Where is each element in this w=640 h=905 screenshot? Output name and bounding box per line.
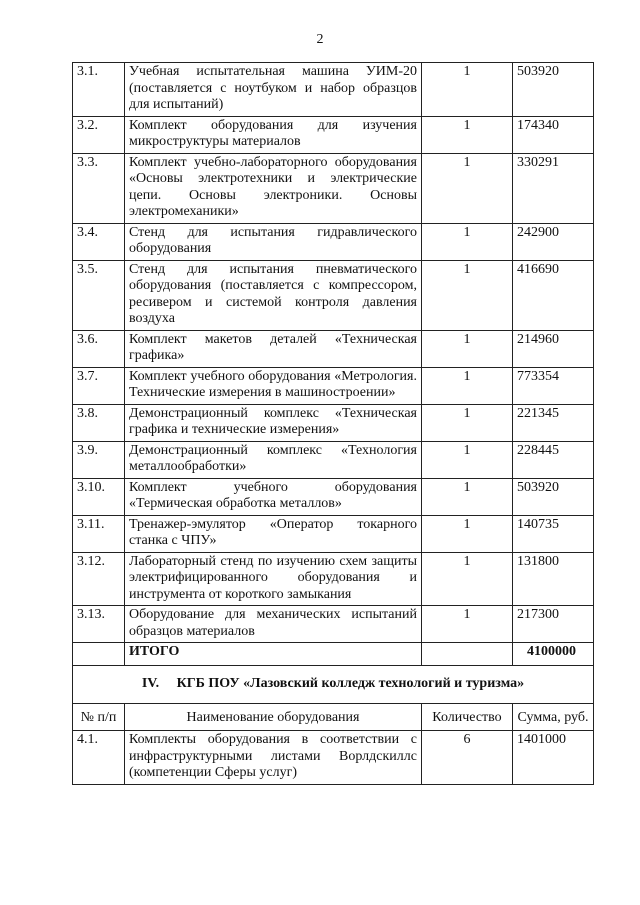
total-label: ИТОГО [125, 643, 422, 666]
amount: 242900 [513, 223, 594, 260]
quantity: 1 [422, 223, 513, 260]
equipment-name: Стенд для испытания гидравлического оборудования [125, 223, 422, 260]
equipment-name: Оборудование для механических испытаний образцов материалов [125, 606, 422, 643]
row-number: 4.1. [73, 731, 125, 785]
amount: 131800 [513, 552, 594, 606]
equipment-name: Комплекты оборудования в соответствии с инфраструктурными листами Ворлдскиллс (компетенции Сферы услуг) [125, 731, 422, 785]
quantity: 6 [422, 731, 513, 785]
table-row [73, 153, 594, 223]
section-4-rows [73, 731, 594, 785]
quantity: 1 [422, 367, 513, 404]
row-number: 3.8. [73, 404, 125, 441]
row-number: 3.13. [73, 606, 125, 643]
quantity: 1 [422, 63, 513, 117]
total-sum: 4100000 [513, 643, 594, 666]
header-qty: Количество [422, 703, 513, 731]
equipment-name: Комплект учебно-лабораторного оборудования «Основы электротехники и электрические цепи. Основы электроники. Основы электромеханики» [125, 153, 422, 223]
amount: 773354 [513, 367, 594, 404]
amount: 217300 [513, 606, 594, 643]
equipment-name: Учебная испытательная машина УИМ-20 (поставляется с ноутбуком и набор образцов для испытаний) [125, 63, 422, 117]
quantity: 1 [422, 260, 513, 330]
equipment-name: Демонстрационный комплекс «Технология металлообработки» [125, 441, 422, 478]
row-number: 3.11. [73, 515, 125, 552]
table-row [73, 260, 594, 330]
table-row [73, 223, 594, 260]
equipment-name: Тренажер-эмулятор «Оператор токарного станка с ЧПУ» [125, 515, 422, 552]
row-number: 3.12. [73, 552, 125, 606]
row-number: 3.5. [73, 260, 125, 330]
equipment-name: Комплект учебного оборудования «Термическая обработка металлов» [125, 478, 422, 515]
row-number: 3.2. [73, 116, 125, 153]
equipment-name: Комплект оборудования для изучения микроструктуры материалов [125, 116, 422, 153]
quantity: 1 [422, 404, 513, 441]
amount: 214960 [513, 330, 594, 367]
table-row [73, 515, 594, 552]
equipment-table [72, 62, 594, 785]
amount: 503920 [513, 63, 594, 117]
equipment-name: Лабораторный стенд по изучению схем защиты электрифицированного оборудования и инструмента от короткого замыкания [125, 552, 422, 606]
row-number: 3.6. [73, 330, 125, 367]
amount: 228445 [513, 441, 594, 478]
quantity: 1 [422, 441, 513, 478]
quantity: 1 [422, 552, 513, 606]
row-number: 3.4. [73, 223, 125, 260]
quantity: 1 [422, 478, 513, 515]
row-number: 3.9. [73, 441, 125, 478]
column-header-row [73, 703, 594, 731]
equipment-name: Демонстрационный комплекс «Техническая графика и технические измерения» [125, 404, 422, 441]
quantity: 1 [422, 515, 513, 552]
amount: 503920 [513, 478, 594, 515]
amount: 174340 [513, 116, 594, 153]
total-qty-cell [422, 643, 513, 666]
table-row [73, 404, 594, 441]
table-row [73, 63, 594, 117]
table-row [73, 552, 594, 606]
row-number: 3.7. [73, 367, 125, 404]
section-3-rows [73, 63, 594, 643]
table-row [73, 606, 594, 643]
section-4-title: IV. КГБ ПОУ «Лазовский колледж технологий и туризма» [73, 666, 594, 704]
quantity: 1 [422, 606, 513, 643]
equipment-name: Комплект учебного оборудования «Метрология. Технические измерения в машиностроении» [125, 367, 422, 404]
header-sum: Сумма, руб. [513, 703, 594, 731]
amount: 221345 [513, 404, 594, 441]
quantity: 1 [422, 153, 513, 223]
quantity: 1 [422, 330, 513, 367]
total-row [73, 643, 594, 666]
amount: 140735 [513, 515, 594, 552]
total-num-cell [73, 643, 125, 666]
header-name: Наименование оборудования [125, 703, 422, 731]
table-row [73, 441, 594, 478]
table-row [73, 731, 594, 785]
quantity: 1 [422, 116, 513, 153]
table-row [73, 116, 594, 153]
row-number: 3.1. [73, 63, 125, 117]
amount: 330291 [513, 153, 594, 223]
header-num: № п/п [73, 703, 125, 731]
section-4-heading-row [73, 666, 594, 704]
table-row [73, 367, 594, 404]
equipment-name: Комплект макетов деталей «Техническая графика» [125, 330, 422, 367]
row-number: 3.10. [73, 478, 125, 515]
row-number: 3.3. [73, 153, 125, 223]
equipment-name: Стенд для испытания пневматического оборудования (поставляется с компрессором, ресивером и системой контроля давления воздуха [125, 260, 422, 330]
amount: 416690 [513, 260, 594, 330]
page-number: 2 [316, 32, 324, 47]
amount: 1401000 [513, 731, 594, 785]
table-row [73, 330, 594, 367]
table-row [73, 478, 594, 515]
